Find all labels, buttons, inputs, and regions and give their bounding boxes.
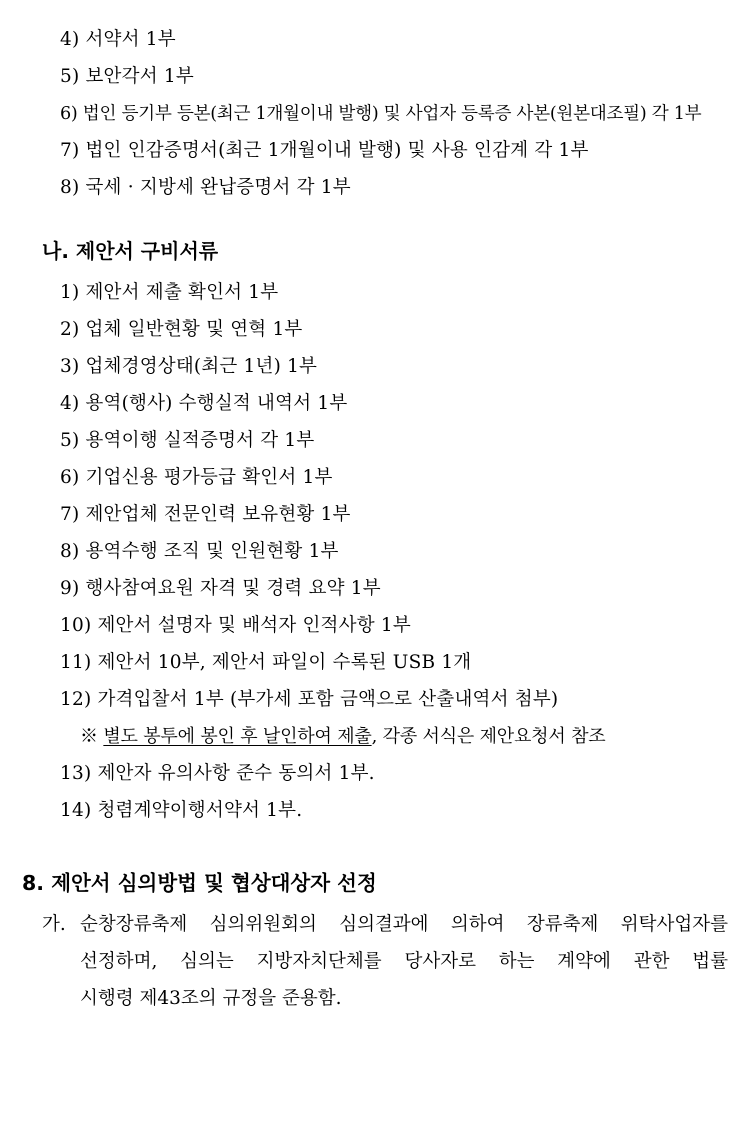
list-item <box>60 355 317 379</box>
list-item <box>60 176 351 200</box>
note-line <box>80 725 605 749</box>
item-number: 10) <box>60 615 92 636</box>
item-text: 용역이행 실적증명서 각 1부 <box>85 430 315 451</box>
item-number: 5) <box>60 66 80 87</box>
item-label: 가. <box>42 914 66 935</box>
item-text: 국세 · 지방세 완납증명서 각 1부 <box>85 177 351 198</box>
item-text: 행사참여요원 자격 및 경력 요약 1부 <box>85 578 381 599</box>
item-text: 제안서 제출 확인서 1부 <box>85 282 279 303</box>
item-number: 13) <box>60 763 92 784</box>
item-number: 6) <box>60 467 80 488</box>
list-item <box>60 65 194 89</box>
item-text: 용역수행 조직 및 인원현황 1부 <box>85 541 339 562</box>
item-text: 업체경영상태(최근 1년) 1부 <box>85 356 318 377</box>
list-item <box>60 102 701 126</box>
item-text: 보안각서 1부 <box>85 66 194 87</box>
section-heading: 8. 제안서 심의방법 및 협상대상자 선정 <box>22 871 377 895</box>
item-number: 12) <box>60 689 92 710</box>
item-text: 용역(행사) 수행실적 내역서 1부 <box>85 393 348 414</box>
item-text: 제안서 설명자 및 배석자 인적사항 1부 <box>97 615 411 636</box>
paragraph-line: 선정하며, 심의는 지방자치단체를 당사자로 하는 계약에 관한 법률 <box>80 951 728 972</box>
item-number: 7) <box>60 504 80 525</box>
item-number: 6) <box>60 104 78 124</box>
list-item <box>60 318 303 342</box>
item-number: 4) <box>60 393 80 414</box>
item-text: 제안업체 전문인력 보유현황 1부 <box>85 504 351 525</box>
list-item <box>60 688 558 712</box>
item-text: 제안서 10부, 제안서 파일이 수록된 USB 1개 <box>97 652 472 673</box>
note-text: , 각종 서식은 제안요청서 참조 <box>371 726 606 747</box>
list-item <box>60 762 375 786</box>
item-number: 1) <box>60 282 80 303</box>
item-text: 제안자 유의사항 준수 동의서 1부. <box>97 763 375 784</box>
item-text: 법인 인감증명서(최근 1개월이내 발행) 및 사용 인감계 각 1부 <box>85 140 589 161</box>
item-text: 업체 일반현황 및 연혁 1부 <box>85 319 303 340</box>
item-number: 14) <box>60 800 92 821</box>
list-item <box>60 466 333 490</box>
paragraph-line: 시행령 제43조의 규정을 준용함. <box>80 988 342 1009</box>
list-item <box>60 392 347 416</box>
item-number: 2) <box>60 319 80 340</box>
item-number: 5) <box>60 430 80 451</box>
list-item <box>60 139 589 163</box>
paragraph-line: 순창장류축제 심의위원회의 심의결과에 의하여 장류축제 위탁사업자를 <box>80 914 728 935</box>
item-number: 7) <box>60 140 80 161</box>
list-item <box>60 503 351 527</box>
item-text: 법인 등기부 등본(최근 1개월이내 발행) 및 사업자 등록증 사본(원본대조필) 각 1부 <box>82 104 702 124</box>
list-item <box>60 540 339 564</box>
list-item <box>60 614 411 638</box>
list-item <box>60 429 314 453</box>
subsection-heading: 나. 제안서 구비서류 <box>42 239 219 263</box>
list-item <box>60 577 381 601</box>
item-text: 가격입찰서 1부 (부가세 포함 금액으로 산출내역서 첨부) <box>97 689 559 710</box>
reference-mark: ※ <box>80 726 98 747</box>
item-number: 8) <box>60 541 80 562</box>
list-item <box>60 28 176 52</box>
list-item <box>60 281 278 305</box>
item-number: 4) <box>60 29 80 50</box>
item-number: 3) <box>60 356 80 377</box>
list-item <box>60 799 302 823</box>
item-number: 8) <box>60 177 80 198</box>
note-emphasis: 별도 봉투에 봉인 후 날인하여 제출 <box>103 726 372 747</box>
item-text: 기업신용 평가등급 확인서 1부 <box>85 467 333 488</box>
list-item <box>60 651 471 675</box>
item-number: 11) <box>60 652 92 673</box>
item-text: 청렴계약이행서약서 1부. <box>97 800 303 821</box>
item-text: 서약서 1부 <box>85 29 176 50</box>
item-number: 9) <box>60 578 80 599</box>
